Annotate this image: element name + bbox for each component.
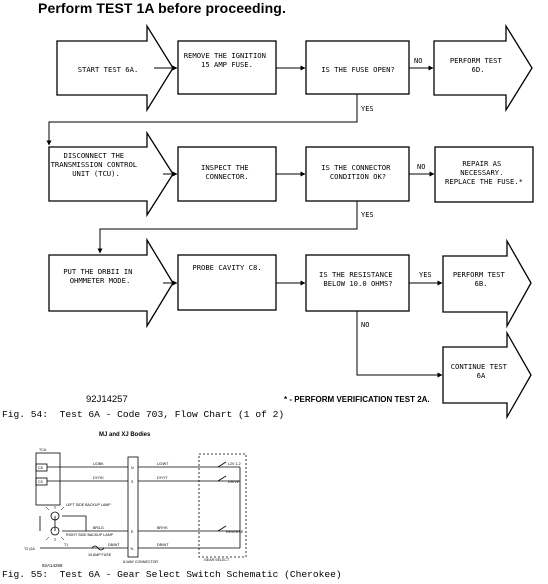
svg-text:DRIVE: DRIVE [228, 480, 239, 484]
svg-text:DY/YT: DY/YT [157, 476, 168, 480]
schematic-code: 92A14258 [42, 563, 63, 568]
yes-label: YES [419, 271, 432, 279]
verification-footnote: * - PERFORM VERIFICATION TEST 2A. [284, 395, 430, 404]
gear-select-schematic [24, 432, 246, 568]
svg-text:LG/WT: LG/WT [157, 462, 169, 466]
svg-text:15 AMP FUSE: 15 AMP FUSE [88, 553, 112, 557]
schematic-title: MJ and XJ Bodies [99, 432, 151, 438]
figure-54-caption: Fig. 54: Test 6A - Code 703, Flow Chart (1 of 2) [2, 409, 285, 420]
figure-code: 92J14257 [86, 394, 128, 405]
svg-text:TCU: TCU [39, 448, 47, 452]
svg-text:YL: YL [130, 547, 135, 551]
svg-text:T1: T1 [64, 543, 69, 547]
connector-block [128, 457, 138, 557]
svg-text:8-WAY CONNECTOR: 8-WAY CONNECTOR [123, 560, 159, 564]
yes-label: YES [361, 105, 374, 113]
no-label: NO [361, 321, 370, 329]
svg-text:N: N [131, 466, 134, 470]
svg-text:BR/YK: BR/YK [157, 526, 168, 530]
connector-line [49, 94, 357, 145]
inspect-connector-text: INSPECT THE CONNECTOR. [201, 163, 249, 181]
perform-test-6b-text: PERFORM TEST 6B. [452, 270, 505, 288]
svg-text:T2 (2A: T2 (2A [24, 547, 35, 551]
svg-text:RIGHT SIDE BACKUP LAMP: RIGHT SIDE BACKUP LAMP [66, 533, 113, 537]
svg-text:C9: C9 [38, 480, 43, 484]
probe-cavity-text: PROBE CAVITY C8. [192, 263, 262, 272]
continue-test-text: CONTINUE TEST 6A [450, 362, 507, 380]
resistance-question-text: IS THE RESISTANCE BELOW 10.0 OHMS? [319, 270, 393, 288]
svg-text:DB/WT: DB/WT [157, 543, 169, 547]
connector-question-text: IS THE CONNECTOR CONDITION OK? [321, 163, 391, 181]
svg-text:LEFT SIDE BACKUP LAMP: LEFT SIDE BACKUP LAMP [66, 503, 111, 507]
yes-label: YES [361, 211, 374, 219]
disconnect-tcu-text: DISCONNECT THE TRANSMISSION CONTROL UNIT (TCU). [50, 151, 138, 178]
connector-line [357, 311, 442, 375]
perform-test-6d-text: PERFORM TEST 6D. [449, 56, 502, 74]
repair-fuse-text: REPAIR AS NECESSARY. REPLACE THE FUSE.* [445, 159, 523, 186]
svg-text:S: S [131, 480, 134, 484]
gear-select-switch-box [199, 454, 246, 557]
svg-text:DY/YK: DY/YK [93, 476, 104, 480]
drbii-ohmmeter-text: PUT THE DRBII IN OHMMETER MODE. [63, 267, 133, 285]
continue-test-arrow-shape [443, 333, 531, 417]
svg-text:REVERSE: REVERSE [226, 530, 244, 534]
svg-text:C8: C8 [38, 466, 43, 470]
svg-text:DB/WT: DB/WT [108, 543, 120, 547]
svg-text:LG/BK: LG/BK [93, 462, 104, 466]
svg-text:GEAR SELECT: GEAR SELECT [204, 558, 230, 562]
tcu-box [36, 453, 60, 505]
start-test-text: START TEST 6A. [77, 65, 139, 74]
remove-fuse-text: REMOVE THE IGNITION 15 AMP FUSE. [183, 51, 266, 69]
fuse-open-question-text: IS THE FUSE OPEN? [321, 65, 395, 74]
no-label: NO [417, 163, 426, 171]
connector-line [100, 201, 357, 253]
page-heading: Perform TEST 1A before proceeding. [38, 0, 286, 16]
svg-text:L2V 1-2: L2V 1-2 [228, 462, 241, 466]
no-label: NO [414, 57, 423, 65]
svg-text:E: E [131, 530, 134, 534]
figure-55-caption: Fig. 55: Test 6A - Gear Select Switch Schematic (Cherokee) [2, 569, 342, 580]
svg-text:BR/LG: BR/LG [93, 526, 104, 530]
